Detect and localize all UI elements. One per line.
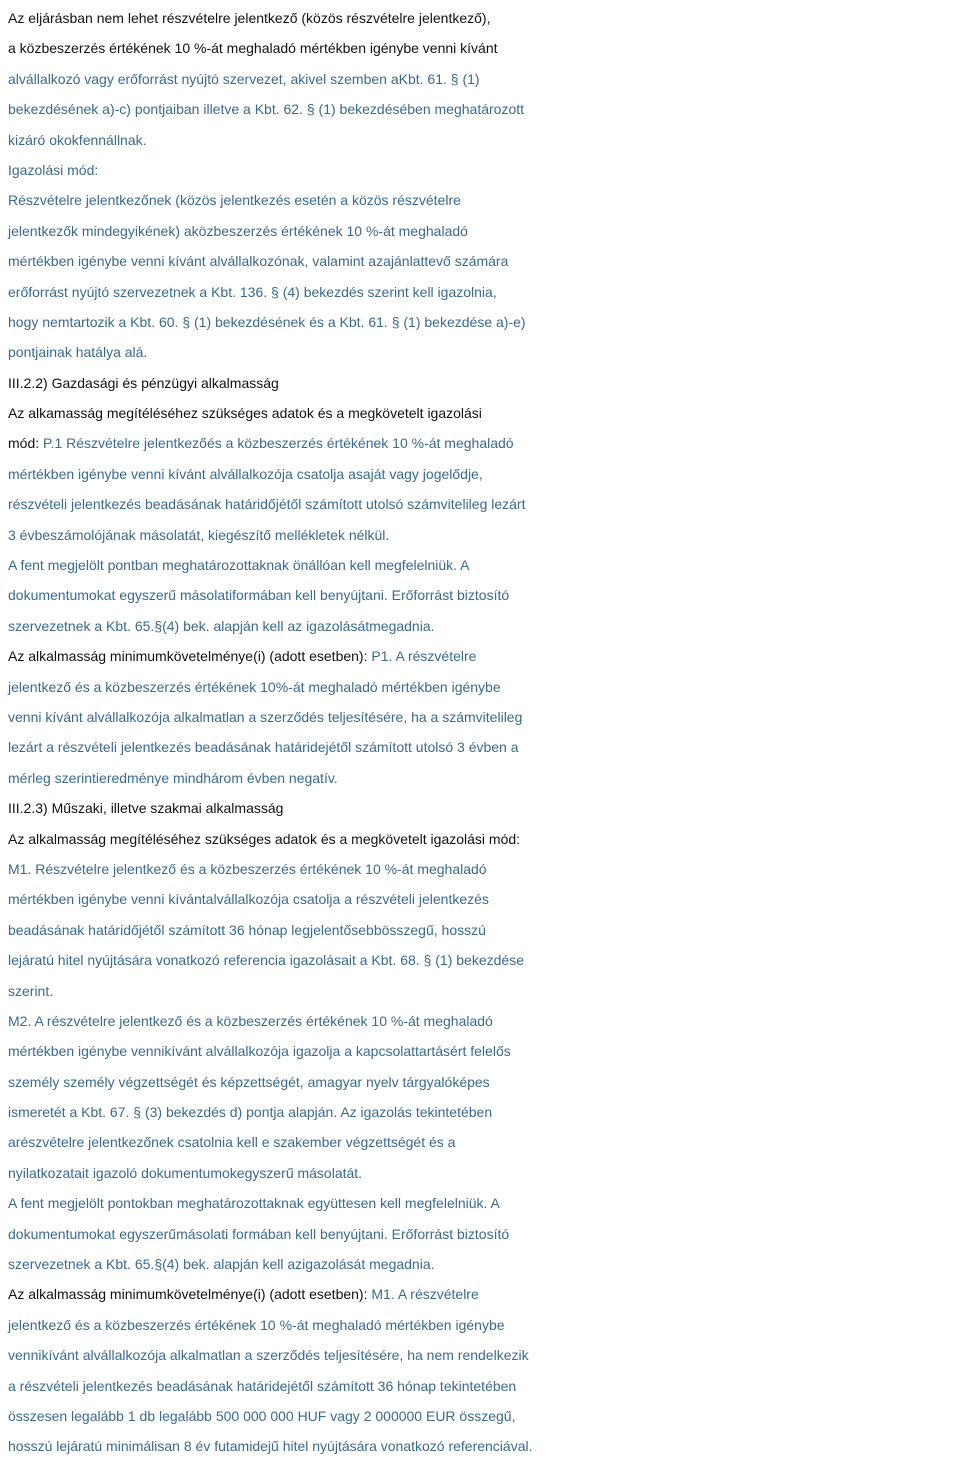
text-segment: beadásának határidőjétől számított 36 hónap legjelentősebbösszegű, hosszú: [8, 921, 486, 938]
text-line: [8, 763, 960, 793]
text-line: [8, 520, 960, 550]
text-line: [8, 550, 960, 580]
text-segment: M2. A részvételre jelentkező és a közbeszerzés értékének 10 %-át meghaladó: [8, 1012, 493, 1029]
text-segment: pontjainak hatálya alá.: [8, 344, 148, 361]
text-segment: P.1 Részvételre jelentkezőés a közbeszerzés értékének 10 %-át meghaladó: [43, 435, 514, 452]
text-line: [8, 1310, 960, 1340]
text-segment: Igazolási mód:: [8, 161, 99, 178]
text-segment: A fent megjelölt pontban meghatározottaknak önállóan kell megfelelniük. A: [8, 557, 470, 574]
text-segment: mód:: [8, 435, 44, 452]
text-segment: szervezetnek a Kbt. 65.: [8, 617, 155, 634]
text-line: [8, 884, 960, 914]
section-sign: §: [450, 70, 459, 87]
text-line: [8, 702, 960, 732]
text-segment: (1) bekezdése: [431, 952, 524, 969]
section-sign: §: [271, 283, 279, 300]
text-line: [8, 793, 960, 823]
text-segment: mértékben igénybe venni kívántalvállalkozója csatolja a részvételi jelentkezés: [8, 891, 489, 908]
text-line: [8, 246, 960, 276]
text-segment: III.2.3) Műszaki, illetve szakmai alkalmasság: [8, 800, 284, 817]
text-segment: A fent megjelölt pontokban meghatározottaknak együttesen kell megfelelniük. A: [8, 1195, 500, 1212]
section-sign: §: [154, 617, 163, 634]
text-segment: (4) bekezdés szerint kell igazolnia,: [278, 283, 497, 300]
text-line: [8, 1158, 960, 1188]
text-segment: M1. Részvételre jelentkező és a közbeszerzés értékének 10 %-át meghaladó: [8, 860, 487, 877]
text-line: [8, 580, 960, 610]
text-segment: szerint.: [8, 982, 54, 999]
text-line: [8, 1249, 960, 1279]
text-line: [8, 1219, 960, 1249]
text-line: [8, 125, 960, 155]
text-line: [8, 672, 960, 702]
text-segment: (1) bekezdésében meghatározott: [314, 101, 525, 118]
document-body: [8, 3, 960, 1462]
text-line: [8, 3, 960, 33]
text-line: [8, 64, 960, 94]
text-line: [8, 155, 960, 185]
text-segment: (3) bekezdés d) pontja alapján. Az igazolás tekintetében: [141, 1104, 493, 1121]
text-segment: személy személy végzettségét és képzettségét, amagyar nyelv tárgyalóképes: [8, 1073, 490, 1090]
text-segment: mértékben igénybe vennikívánt alvállalkozója igazolja a kapcsolattartásért felelős: [8, 1043, 511, 1060]
text-line: [8, 1006, 960, 1036]
text-segment: nyilatkozatait igazoló dokumentumokegyszerű másolatát.: [8, 1164, 363, 1181]
text-segment: (4) bek. alapján kell azigazolását megadnia.: [162, 1256, 435, 1273]
text-line: [8, 641, 960, 671]
section-sign: §: [182, 313, 191, 330]
text-line: [8, 1279, 960, 1309]
text-line: [8, 216, 960, 246]
text-line: [8, 1371, 960, 1401]
text-line: [8, 976, 960, 1006]
text-segment: (4) bek. alapján kell az igazolásátmegadnia.: [162, 617, 435, 634]
text-segment: hosszú lejáratú minimálisan 8 év futamidejű hitel nyújtására vonatkozó referenciával.: [8, 1438, 533, 1455]
text-segment: részvételi jelentkezés beadásának határidőjétől számított utolsó számvitelileg lezárt: [8, 496, 526, 513]
text-segment: bekezdésének a)-c) pontjaiban illetve a Kbt. 62.: [8, 101, 307, 118]
text-line: [8, 1188, 960, 1218]
section-sign: §: [391, 313, 400, 330]
section-sign: §: [133, 1104, 142, 1121]
section-sign: §: [306, 101, 315, 118]
text-segment: dokumentumokat egyszerű másolatiformában kell benyújtani. Erőforrást biztosító: [8, 587, 510, 604]
text-line: [8, 611, 960, 641]
section-sign: §: [423, 952, 432, 969]
text-segment: ismeretét a Kbt. 67.: [8, 1104, 134, 1121]
text-line: [8, 854, 960, 884]
text-segment: 3 évbeszámolójának másolatát, kiegészítő mellékletek nélkül.: [8, 526, 390, 543]
text-line: [8, 307, 960, 337]
text-segment: hogy nemtartozik a Kbt. 60.: [8, 313, 183, 330]
text-segment: vennikívánt alvállalkozója alkalmatlan a szerződés teljesítésére, ha nem rendelkezik: [8, 1347, 529, 1364]
text-segment: Az alkalmasság megítéléséhez szükséges adatok és a megkövetelt igazolási mód:: [8, 830, 521, 847]
text-line: [8, 1340, 960, 1370]
text-segment: III.2.2) Gazdasági és pénzügyi alkalmasság: [8, 374, 279, 391]
text-line: [8, 1401, 960, 1431]
text-line: [8, 368, 960, 398]
text-line: [8, 1067, 960, 1097]
text-segment: mérleg szerintieredménye mindhárom évben negatív.: [8, 769, 338, 786]
text-line: [8, 459, 960, 489]
text-line: [8, 398, 960, 428]
text-line: [8, 489, 960, 519]
text-segment: erőforrást nyújtó szervezetnek a Kbt. 136.: [8, 283, 272, 300]
section-sign: §: [154, 1256, 163, 1273]
text-line: [8, 1036, 960, 1066]
text-line: [8, 185, 960, 215]
text-line: [8, 94, 960, 124]
text-line: [8, 1127, 960, 1157]
text-segment: a részvételi jelentkezés beadásának határidejétől számított 36 hónap tekintetében: [8, 1377, 517, 1394]
text-segment: Az alkamasság megítéléséhez szükséges adatok és a megkövetelt igazolási: [8, 405, 482, 422]
text-line: [8, 915, 960, 945]
text-line: [8, 824, 960, 854]
text-segment: mértékben igénybe venni kívánt alvállalkozónak, valamint azajánlattevő számára: [8, 253, 509, 270]
text-line: [8, 277, 960, 307]
text-segment: a közbeszerzés értékének 10 %-át meghaladó mértékben igénybe venni kívánt: [8, 40, 498, 57]
text-segment: (1) bekezdése a)-e): [399, 313, 526, 330]
text-line: [8, 428, 960, 458]
text-line: [8, 337, 960, 367]
text-segment: venni kívánt alvállalkozója alkalmatlan a szerződés teljesítésére, ha a számvitelileg: [8, 708, 523, 725]
text-line: [8, 1097, 960, 1127]
text-segment: alvállalkozó vagy erőforrást nyújtó szervezet, akivel szemben aKbt. 61.: [8, 70, 451, 87]
text-segment: jelentkező és a közbeszerzés értékének 10%-át meghaladó mértékben igénybe: [8, 678, 501, 695]
text-segment: összesen legalább 1 db legalább 500 000 000 HUF vagy 2 000000 EUR összegű,: [8, 1407, 516, 1424]
text-line: [8, 732, 960, 762]
text-segment: dokumentumokat egyszerűmásolati formában kell benyújtani. Erőforrást biztosító: [8, 1225, 510, 1242]
text-segment: Részvételre jelentkezőnek (közös jelentkezés esetén a közös részvételre: [8, 192, 461, 209]
text-line: [8, 945, 960, 975]
text-segment: lejáratú hitel nyújtására vonatkozó referencia igazolásait a Kbt. 68.: [8, 952, 424, 969]
text-segment: lezárt a részvételi jelentkezés beadásának határidejétől számított utolsó 3 évben a: [8, 739, 519, 756]
text-line: [8, 1431, 960, 1461]
text-segment: Az eljárásban nem lehet részvételre jelentkező (közös részvételre jelentkező),: [8, 10, 491, 26]
text-line: [8, 33, 960, 63]
text-segment: arészvételre jelentkezőnek csatolnia kell e szakember végzettségét és a: [8, 1134, 456, 1151]
text-segment: Az alkalmasság minimumkövetelménye(i) (adott esetben):: [8, 1286, 372, 1303]
text-segment: jelentkező és a közbeszerzés értékének 10 %-át meghaladó mértékben igénybe: [8, 1316, 505, 1333]
text-segment: (1): [458, 70, 480, 87]
text-segment: jelentkezők mindegyikének) aközbeszerzés értékének 10 %-át meghaladó: [8, 222, 468, 239]
text-segment: M1. A részvételre: [371, 1286, 479, 1303]
text-segment: (1) bekezdésének és a Kbt. 61.: [190, 313, 392, 330]
text-segment: Az alkalmasság minimumkövetelménye(i) (adott esetben):: [8, 648, 372, 665]
text-segment: mértékben igénybe venni kívánt alvállalkozója csatolja asaját vagy jogelődje,: [8, 465, 483, 482]
text-segment: szervezetnek a Kbt. 65.: [8, 1256, 155, 1273]
text-segment: kizáró okokfennállnak.: [8, 131, 147, 148]
text-segment: P1. A részvételre: [371, 648, 477, 665]
